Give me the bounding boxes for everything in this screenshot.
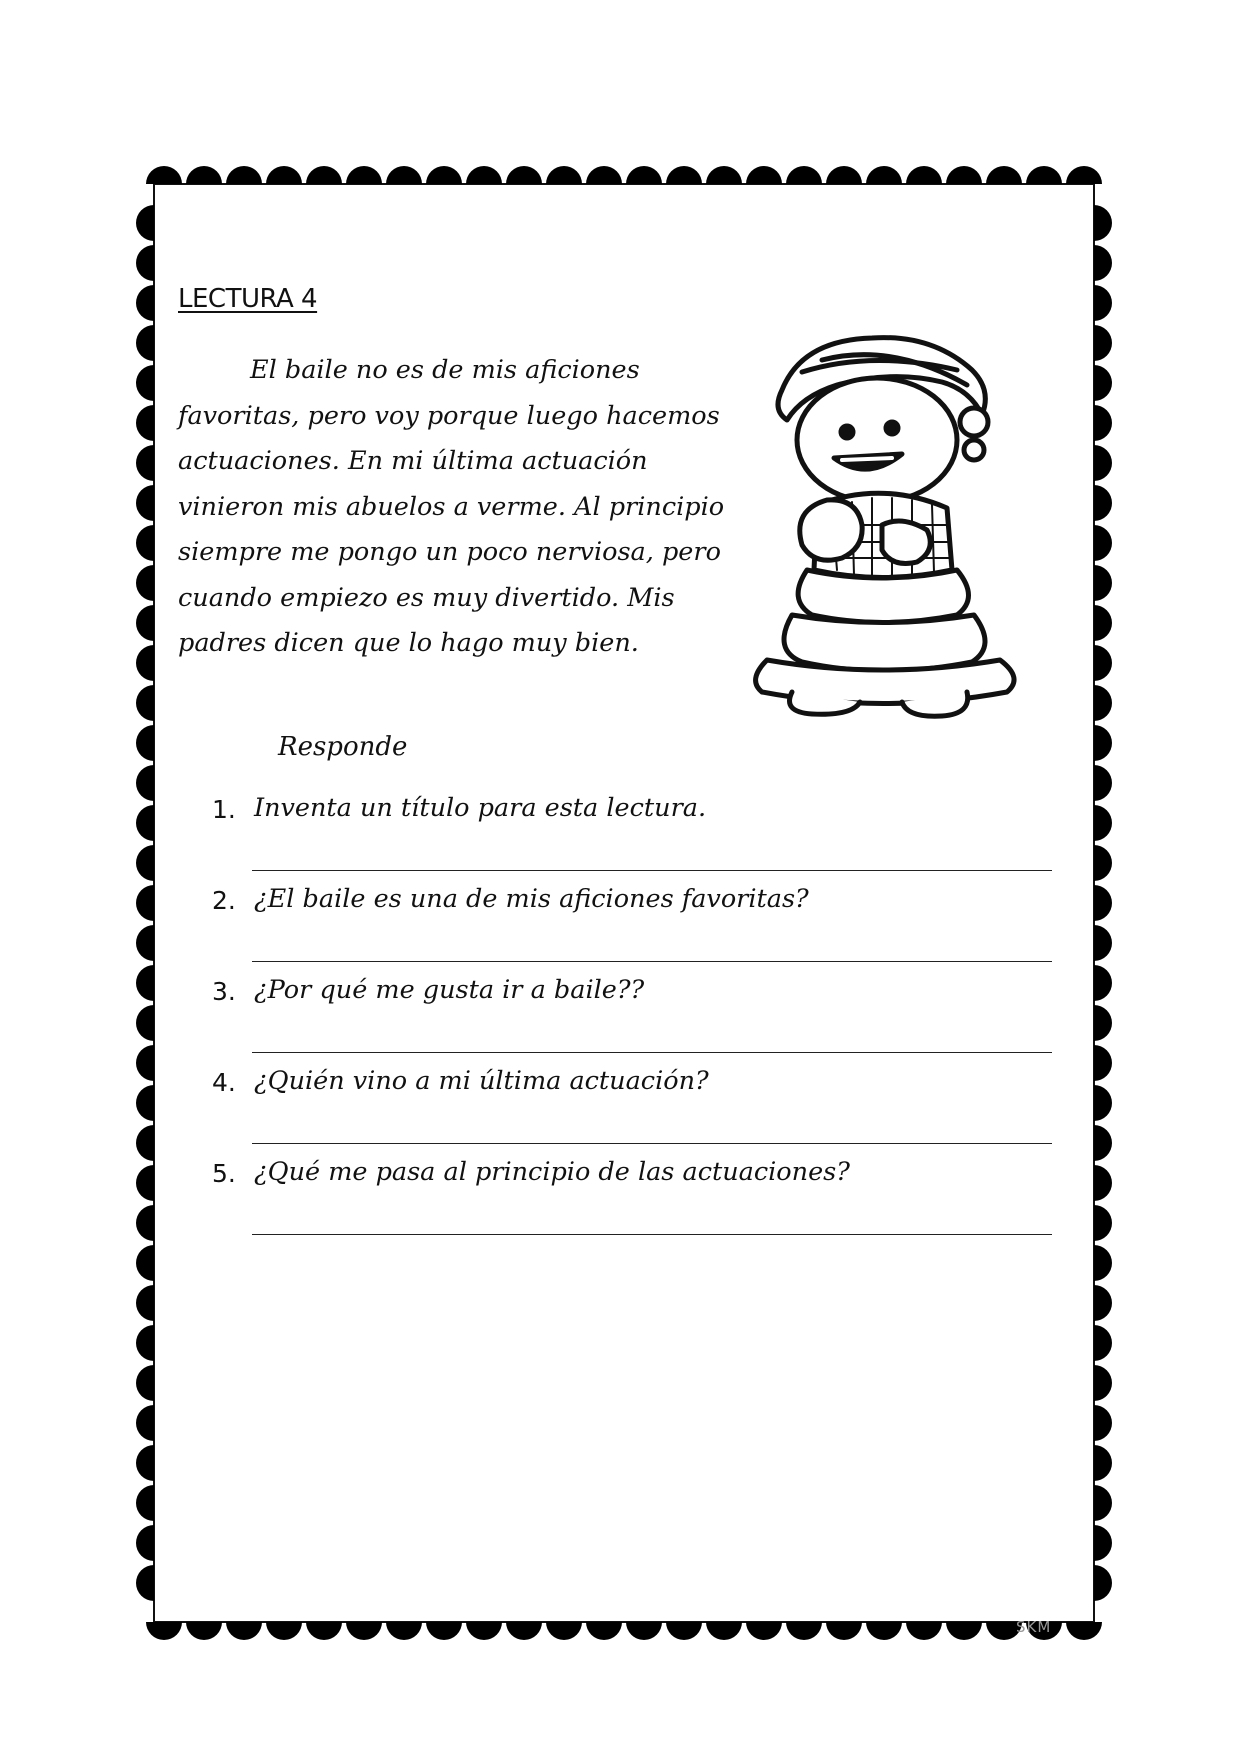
question-text: ¿Quién vino a mi última actuación? [254, 1066, 709, 1096]
answer-line[interactable] [252, 1234, 1052, 1235]
flamenco-dancer-girl-icon [742, 330, 1032, 720]
question-text: Inventa un título para esta lectura. [254, 793, 707, 823]
question-text: ¿Qué me pasa al principio de las actuaciones? [254, 1157, 850, 1187]
author-signature: SKM [1016, 1618, 1052, 1636]
question-item [212, 1159, 1052, 1250]
question-item [212, 795, 1052, 886]
question-number: 5. [212, 1159, 236, 1188]
worksheet-heading: LECTURA 4 [178, 284, 318, 314]
question-text: ¿El baile es una de mis aficiones favoritas? [254, 884, 809, 914]
answer-line[interactable] [252, 1143, 1052, 1144]
question-number: 1. [212, 795, 236, 824]
question-item [212, 977, 1052, 1068]
responde-label: Responde [278, 732, 408, 762]
reading-passage [178, 348, 738, 667]
question-list [212, 795, 1052, 1250]
question-text: ¿Por qué me gusta ir a baile?? [254, 975, 645, 1005]
reading-text: El baile no es de mis aficiones favoritas, pero voy porque luego hacemos actuaciones. En mi última actuación vinieron mis abuelos a verme. Al principio siempre me pongo un poco nerviosa, pero cuando empiezo es muy divertido. Mis padres dicen que lo hago muy bien. [178, 355, 725, 658]
answer-line[interactable] [252, 961, 1052, 962]
question-item [212, 886, 1052, 977]
question-item [212, 1068, 1052, 1159]
answer-line[interactable] [252, 870, 1052, 871]
answer-line[interactable] [252, 1052, 1052, 1053]
question-number: 3. [212, 977, 236, 1006]
question-number: 2. [212, 886, 236, 915]
question-number: 4. [212, 1068, 236, 1097]
